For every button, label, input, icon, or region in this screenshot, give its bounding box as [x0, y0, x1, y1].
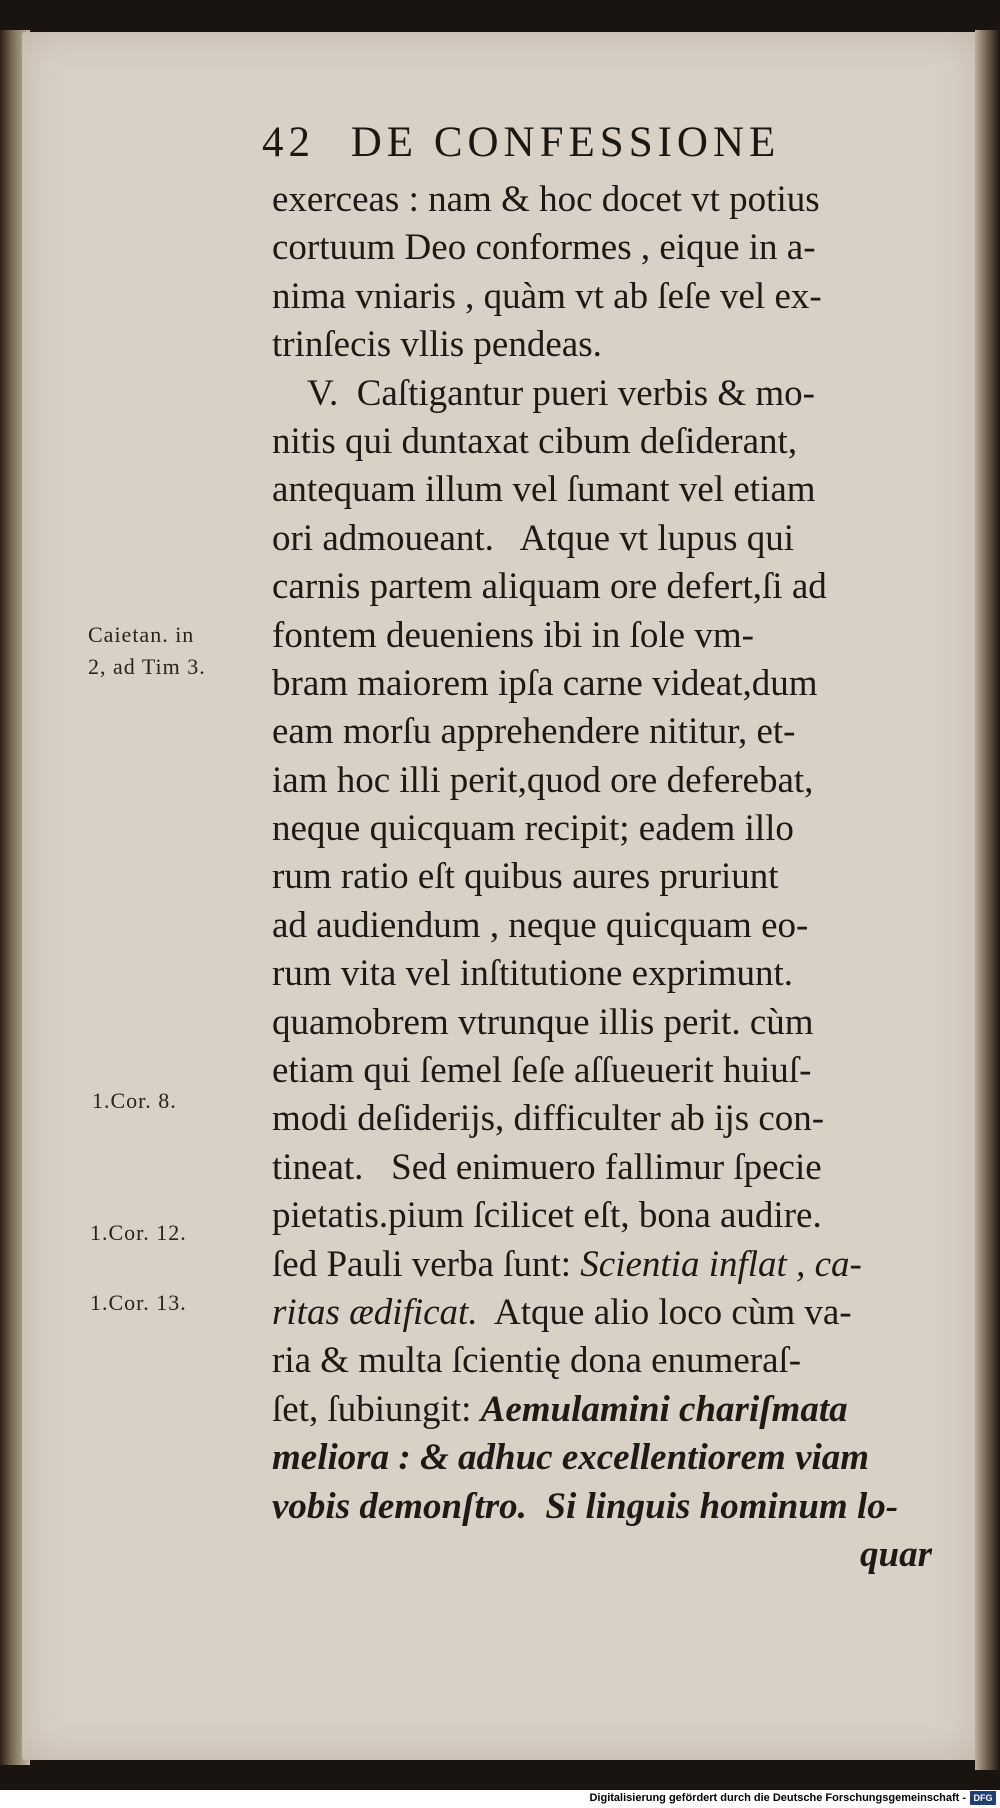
- text-segment: nima vniaris , quàm vt ab ſeſe vel ex-: [272, 275, 822, 317]
- text-segment: vobis demonſtro. Si linguis hominum lo-: [272, 1485, 899, 1527]
- text-line: [272, 1337, 962, 1385]
- text-line: [272, 176, 962, 224]
- text-segment: pietatis.pium ſcilicet eſt, bona audire.: [272, 1195, 822, 1237]
- body-text: [272, 176, 962, 1579]
- text-line: [272, 1434, 962, 1482]
- text-line: [272, 853, 962, 901]
- text-line: [272, 418, 962, 466]
- text-line: [272, 999, 962, 1047]
- marginal-note-1cor8: 1.Cor. 8.: [92, 1088, 177, 1113]
- text-segment: rum ratio eſt quibus aures pruriunt: [272, 856, 779, 898]
- text-segment: ad audiendum , neque quicquam eo-: [272, 904, 809, 946]
- text-segment: Scientia inflat , ca-: [580, 1243, 862, 1285]
- text-segment: exerceas : nam & hoc docet vt potius: [272, 179, 820, 220]
- text-line: [272, 757, 962, 805]
- text-line: [272, 708, 962, 756]
- page-edge-right: [975, 30, 1000, 1770]
- text-line: [272, 660, 962, 708]
- text-segment: quamobrem vtrunque illis perit. cùm: [272, 1001, 814, 1043]
- text-line: [272, 224, 962, 272]
- text-line: [272, 563, 962, 611]
- marginal-note-line: Caietan. in: [88, 622, 195, 647]
- text-line: [272, 1095, 962, 1143]
- text-line: [272, 273, 962, 321]
- text-segment: fontem deueniens ibi in ſole vm-: [272, 614, 754, 656]
- text-segment: rum vita vel inſtitutione exprimunt.: [272, 953, 793, 995]
- text-line: [272, 466, 962, 514]
- text-segment: antequam illum vel ſumant vel etiam: [272, 469, 816, 511]
- text-segment: etiam qui ſemel ſeſe aſſueuerit huiuſ-: [272, 1050, 812, 1092]
- text-segment: Aemulamini chariſmata: [480, 1388, 848, 1430]
- text-line: [272, 1386, 962, 1434]
- text-line: [272, 515, 962, 563]
- text-segment: carnis partem aliquam ore defert,ſi ad: [272, 566, 827, 608]
- text-segment: ritas ædificat.: [272, 1291, 478, 1333]
- text-segment: V. Caſtigantur pueri verbis & mo-: [307, 372, 815, 414]
- text-segment: bram maiorem ipſa carne videat,dum: [272, 662, 818, 704]
- text-segment: tineat. Sed enimuero fallimur ſpecie: [272, 1146, 822, 1188]
- text-line: [272, 1047, 962, 1095]
- text-line: [272, 321, 962, 369]
- marginal-note-line: 2, ad Tim 3.: [88, 654, 206, 679]
- text-line: [272, 1289, 962, 1337]
- dfg-logo: DFG: [970, 1791, 996, 1805]
- text-line: [272, 805, 962, 853]
- text-segment: trinſecis vllis pendeas.: [272, 324, 602, 366]
- text-segment: ſed Pauli verba ſunt:: [272, 1243, 581, 1285]
- running-header: [262, 118, 962, 174]
- text-segment: ſet, ſubiungit:: [272, 1388, 481, 1430]
- footer-credit: Digitalisierung gefördert durch die Deutsche Forschungsgemeinschaft -: [589, 1792, 966, 1804]
- text-line: [272, 950, 962, 998]
- page-number: 42: [262, 119, 315, 166]
- text-segment: ria & multa ſcientię dona enumeraſ-: [272, 1340, 802, 1382]
- text-segment: meliora : & adhuc excellentiorem viam: [272, 1437, 870, 1479]
- text-segment: ori admoueant. Atque vt lupus qui: [272, 517, 795, 559]
- text-line: [272, 612, 962, 660]
- text-line: [272, 1144, 962, 1192]
- text-segment: neque quicquam recipit; eadem illo: [272, 808, 794, 850]
- marginal-note-caietan: [88, 622, 206, 680]
- text-segment: modi deſiderijs, difficulter ab ijs con-: [272, 1098, 825, 1140]
- text-line: [272, 1241, 962, 1289]
- text-line: [272, 902, 962, 950]
- text-segment: nitis qui duntaxat cibum deſiderant,: [272, 420, 798, 462]
- text-line: [272, 1192, 962, 1240]
- text-line: [272, 1531, 962, 1579]
- text-line: [272, 1483, 962, 1531]
- text-segment: Atque alio loco cùm va-: [477, 1291, 852, 1333]
- text-segment: quar: [860, 1533, 932, 1575]
- running-title: DE CONFESSIONE: [350, 119, 781, 166]
- marginal-note-1cor12: 1.Cor. 12.: [90, 1220, 187, 1245]
- text-segment: iam hoc illi perit,quod ore deferebat,: [272, 759, 814, 801]
- text-segment: cortuum Deo conformes , eique in a-: [272, 227, 816, 269]
- marginal-note-1cor13: 1.Cor. 13.: [90, 1290, 187, 1315]
- text-line: [272, 370, 962, 418]
- text-segment: eam morſu apprehendere nititur, et-: [272, 711, 796, 753]
